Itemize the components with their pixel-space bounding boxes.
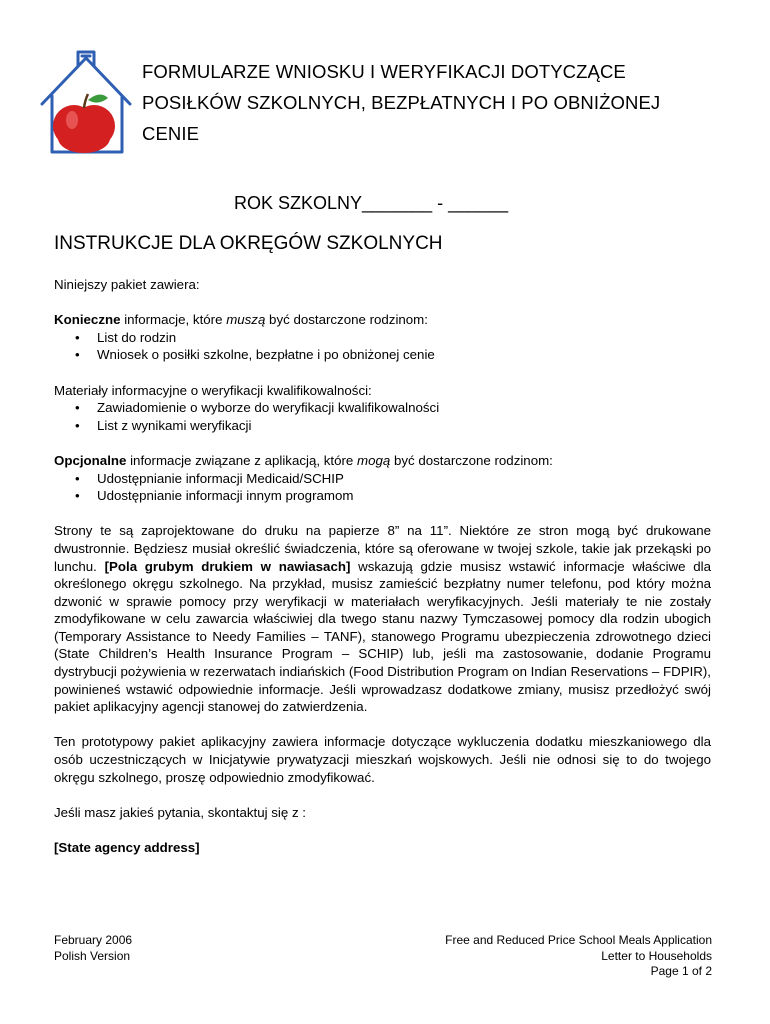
address-placeholder-text: [State agency address] — [54, 840, 200, 855]
footer-left — [54, 933, 132, 964]
optional-lead: Opcjonalne — [54, 452, 127, 468]
optional-text-before: informacje związane z aplikacją, które — [126, 452, 357, 468]
document-body — [54, 276, 711, 857]
optional-heading — [54, 452, 711, 470]
list-item: • Zawiadomienie o wyborze do weryfikacji kwalifikowalności — [54, 399, 711, 417]
required-heading — [54, 311, 711, 329]
housing-paragraph: Ten prototypowy pakiet aplikacyjny zawiera informacje dotyczące wykluczenia dodatku mieszkaniowego dla osób uczestniczących w Inicjatywie prywatyzacji mieszkań wojskowych. Jeśli nie odnosi się to do twojego okręgu szkolnego, proszę odpowiednio zmodyfikować. — [54, 734, 711, 785]
optional-text-after: być dostarczone rodzinom: — [390, 452, 553, 468]
list-item: • Wniosek o posiłki szkolne, bezpłatne i po obniżonej cenie — [54, 346, 711, 364]
list-item: • List do rodzin — [54, 329, 711, 347]
footer-right — [445, 933, 712, 980]
title-line-3: CENIE — [142, 123, 200, 144]
title-line-2: POSIŁKÓW SZKOLNYCH, BEZPŁATNYCH I PO OBNIŻONEJ — [142, 92, 661, 113]
footer-date: February 2006 — [54, 933, 133, 947]
optional-list — [54, 470, 711, 505]
list-item: • List z wynikami weryfikacji — [54, 417, 711, 435]
required-text-before: informacje, które — [120, 312, 227, 328]
contact-text: Jeśli masz jakieś pytania, skontaktuj się z : — [54, 804, 307, 820]
list-item: • Udostępnianie informacji Medicaid/SCHIP — [54, 470, 711, 488]
paragraph1-before: Strony te są zaprojektowane do druku na papierze 8” na 11”. Niektóre ze stron mogą być drukowane dwustronnie. Będziesz musiał określić świadczenia, które są oferowane w twojej szkole, takie jak przekąski po lunchu. — [54, 523, 711, 574]
section-title: INSTRUKCJE DLA OKRĘGÓW SZKOLNYCH — [54, 233, 443, 254]
required-lead: Konieczne — [54, 312, 121, 328]
intro-text: Niniejszy pakiet zawiera: — [54, 277, 200, 292]
required-emph: muszą — [226, 312, 266, 328]
required-text-after: być dostarczone rodzinom: — [265, 312, 428, 328]
footer-version: Polish Version — [54, 948, 131, 963]
paragraph1-bold: [Pola grubym drukiem w nawiasach] — [104, 558, 351, 574]
document-title — [142, 56, 742, 149]
school-year-line: ROK SZKOLNY_______ - ______ — [234, 193, 509, 213]
instructions-paragraph — [54, 522, 711, 716]
footer-page-number: Page 1 of 2 — [650, 964, 712, 978]
title-line-1: FORMULARZE WNIOSKU I WERYFIKACJI DOTYCZĄCE — [142, 61, 626, 82]
footer-doc-subtitle: Letter to Households — [601, 948, 712, 963]
list-item: • Udostępnianie informacji innym programom — [54, 487, 711, 505]
paragraph1-after: wskazują gdzie musisz wstawić informacje właściwe dla określonego okręgu szkolnego. Na przykład, musisz zamieścić bezpłatny numer telefonu, pod który można dzwonić w sprawie pomocy przy weryfikacji w materiałach weryfikacyjnych. Jeśli materiały te nie zostały zmodyfikowane w celu zawarcia właściwiej dla twego stanu nazwy Tymczasowej pomocy dla rodzin ubogich (Temporary Assistance to Needy Families – TANF), stanowego Programu ubezpieczenia zdrowotnego dzieci (State Children’s Health Insurance Program – SCHIP) lub, jeśli ma zastosowanie, dodanie Programu dystrybucji pożywienia w rezerwatach indiańskich (Food Distribution Program on Indian Reservations – FDPIR), powinieneś wstawić odpowiednie informacje. Jeśli wprowadzasz dodatkowe zmiany, musisz przedłożyć swój pakiet aplikacyjny agencji stanowej do zatwierdzenia. — [54, 558, 711, 715]
verification-heading: Materiały informacyjne o weryfikacji kwalifikowalności: — [54, 382, 372, 398]
optional-emph: mogą — [357, 452, 391, 468]
schoolhouse-apple-logo — [38, 46, 134, 158]
verification-list — [54, 399, 711, 434]
address-placeholder — [54, 839, 711, 857]
required-list — [54, 329, 711, 364]
footer-doc-title: Free and Reduced Price School Meals Application — [445, 933, 712, 947]
